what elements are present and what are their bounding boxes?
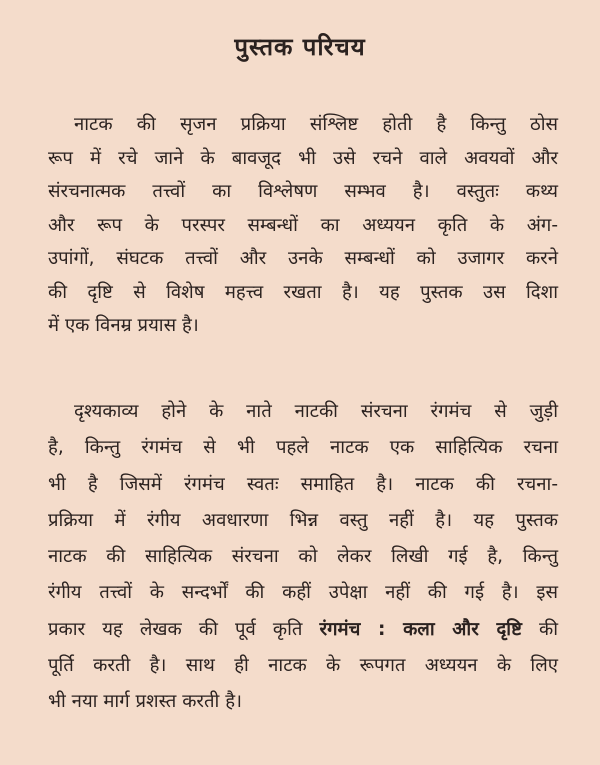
page-title: पुस्तक परिचय [234,33,366,61]
text-line: नाटक की सृजन प्रक्रिया संश्लिष्ट होती है किन्तु ठोस [74,114,558,135]
text-line-with-book-title [48,612,558,648]
paragraph-1 [48,108,558,343]
text-line: रूप में रचे जाने के बावजूद भी उसे रचने वाले अवयवों और [48,147,558,169]
paragraph-2 [48,394,558,721]
text-line: भी नया मार्ग प्रशस्त करती है। [48,691,243,713]
text-line: की दृष्टि से विशेष महत्त्व रखता है। यह पुस्तक उस दिशा [48,281,558,303]
text-fragment: की [521,618,558,640]
text-line: दृश्यकाव्य होने के नाते नाटकी संरचना रंगमंच से जुड़ी [74,401,558,422]
text-line: उपांगों, संघटक तत्त्वों और उनके सम्बन्धों को उजागर करने [48,248,558,269]
text-fragment: प्रकार यह लेखक की पूर्व कृति [48,618,320,640]
text-line: पूर्ति करती है। साथ ही नाटक के रूपगत अध्ययन के लिए [48,655,558,677]
previous-book-title: रंगमंच : कला और दृष्टि [319,618,522,640]
text-line: प्रक्रिया में रंगीय अवधारणा भिन्न वस्तु नहीं है। यह पुस्तक [48,509,558,531]
text-line: भी है जिसमें रंगमंच स्वतः समाहित है। नाटक की रचना- [48,473,558,495]
text-line: में एक विनम्र प्रयास है। [48,315,199,336]
text-line: और रूप के परस्पर सम्बन्धों का अध्ययन कृति के अंग- [48,214,558,236]
text-line: रंगीय तत्त्वों के सन्दर्भों की कहीं उपेक्षा नहीं की गई है। इस [48,582,558,604]
text-line: नाटक की साहित्यिक संरचना को लेकर लिखी गई है, किन्तु [48,546,558,568]
text-line: है, किन्तु रंगमंच से भी पहले नाटक एक साहित्यिक रचना [48,437,558,459]
text-line: संरचनात्मक तत्त्वों का विश्लेषण सम्भव है। वस्तुतः कथ्य [48,181,558,202]
